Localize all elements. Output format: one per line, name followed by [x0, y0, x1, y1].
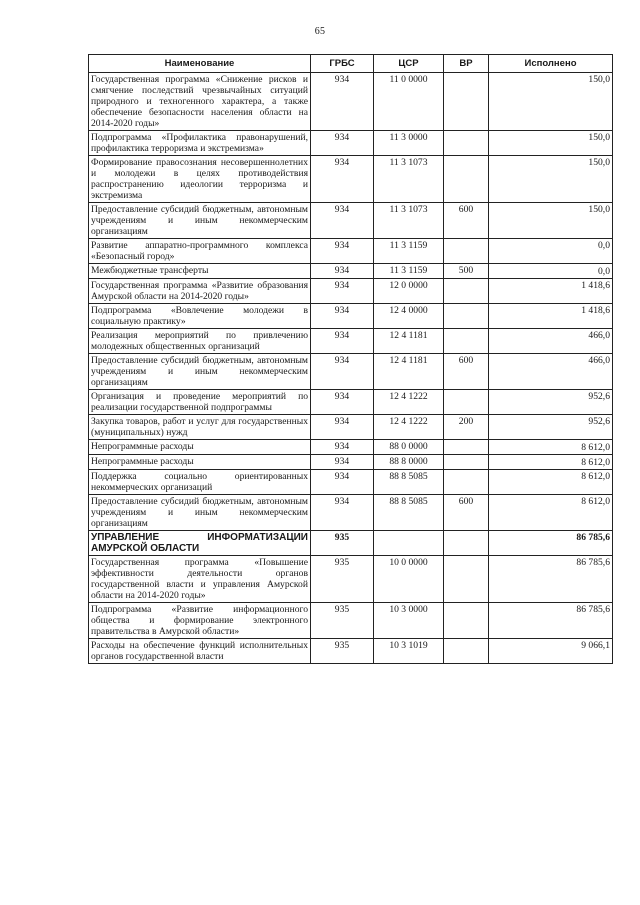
cell-vr	[444, 440, 489, 455]
cell-csr: 12 4 1222	[374, 415, 444, 440]
cell-executed: 466,0	[489, 354, 613, 390]
table-row	[89, 329, 613, 354]
header-name: Наименование	[89, 55, 311, 73]
cell-grbs: 934	[311, 73, 374, 131]
cell-name: Непрограммные расходы	[89, 440, 311, 455]
cell-name: Формирование правосознания несовершеннолетних и молодежи в целях противодействия распространению идеологии терроризма и экстремизма	[89, 156, 311, 203]
table-row	[89, 264, 613, 279]
cell-name: Закупка товаров, работ и услуг для государственных (муниципальных) нужд	[89, 415, 311, 440]
table-header-row	[89, 55, 613, 73]
table-row	[89, 131, 613, 156]
cell-executed: 9 066,1	[489, 639, 613, 664]
cell-executed: 952,6	[489, 390, 613, 415]
cell-executed: 8 612,0	[489, 495, 613, 531]
table-row	[89, 415, 613, 440]
cell-csr: 11 3 1159	[374, 239, 444, 264]
cell-csr: 12 4 1181	[374, 354, 444, 390]
cell-executed: 1 418,6	[489, 279, 613, 304]
cell-csr: 10 3 1019	[374, 639, 444, 664]
table-row	[89, 203, 613, 239]
cell-vr	[444, 556, 489, 603]
table-row	[89, 279, 613, 304]
cell-grbs: 934	[311, 239, 374, 264]
cell-grbs: 934	[311, 354, 374, 390]
cell-csr	[374, 531, 444, 556]
cell-executed: 0,0	[489, 264, 613, 279]
cell-vr	[444, 279, 489, 304]
header-vr: ВР	[444, 55, 489, 73]
cell-executed: 150,0	[489, 156, 613, 203]
table-row	[89, 531, 613, 556]
cell-grbs: 935	[311, 556, 374, 603]
cell-csr: 10 0 0000	[374, 556, 444, 603]
cell-grbs: 934	[311, 329, 374, 354]
table-row	[89, 455, 613, 470]
cell-name: Организация и проведение мероприятий по реализации государственной подпрограммы	[89, 390, 311, 415]
cell-csr: 11 3 0000	[374, 131, 444, 156]
cell-grbs: 935	[311, 639, 374, 664]
cell-executed: 0,0	[489, 239, 613, 264]
cell-vr	[444, 131, 489, 156]
table-row	[89, 73, 613, 131]
cell-name: Государственная программа «Развитие образования Амурской области на 2014-2020 годы»	[89, 279, 311, 304]
cell-name: УПРАВЛЕНИЕ ИНФОРМАТИЗАЦИИ АМУРСКОЙ ОБЛАСТИ	[89, 531, 311, 556]
cell-executed: 466,0	[489, 329, 613, 354]
cell-csr: 10 3 0000	[374, 603, 444, 639]
cell-name: Предоставление субсидий бюджетным, автономным учреждениям и иным некоммерческим организациям	[89, 354, 311, 390]
cell-name: Реализация мероприятий по привлечению молодежных общественных организаций	[89, 329, 311, 354]
cell-executed: 8 612,0	[489, 470, 613, 495]
cell-vr	[444, 329, 489, 354]
cell-csr: 12 4 1222	[374, 390, 444, 415]
cell-vr: 600	[444, 203, 489, 239]
cell-grbs: 934	[311, 415, 374, 440]
cell-vr: 600	[444, 495, 489, 531]
cell-csr: 88 8 5085	[374, 470, 444, 495]
cell-csr: 11 3 1073	[374, 156, 444, 203]
cell-grbs: 934	[311, 470, 374, 495]
cell-csr: 88 8 5085	[374, 495, 444, 531]
cell-csr: 11 0 0000	[374, 73, 444, 131]
table-row	[89, 304, 613, 329]
table-row	[89, 470, 613, 495]
cell-executed: 1 418,6	[489, 304, 613, 329]
cell-executed: 86 785,6	[489, 603, 613, 639]
cell-vr	[444, 470, 489, 495]
cell-grbs: 934	[311, 455, 374, 470]
cell-grbs: 934	[311, 203, 374, 239]
table-body	[89, 73, 613, 664]
table-row	[89, 156, 613, 203]
cell-csr: 88 0 0000	[374, 440, 444, 455]
cell-grbs: 934	[311, 390, 374, 415]
cell-grbs: 935	[311, 531, 374, 556]
cell-vr	[444, 603, 489, 639]
cell-grbs: 935	[311, 603, 374, 639]
cell-executed: 150,0	[489, 203, 613, 239]
cell-name: Расходы на обеспечение функций исполнительных органов государственной власти	[89, 639, 311, 664]
cell-csr: 11 3 1073	[374, 203, 444, 239]
cell-executed: 86 785,6	[489, 556, 613, 603]
table-row	[89, 556, 613, 603]
cell-executed: 150,0	[489, 73, 613, 131]
cell-grbs: 934	[311, 495, 374, 531]
cell-vr	[444, 239, 489, 264]
cell-csr: 88 8 0000	[374, 455, 444, 470]
cell-csr: 12 4 1181	[374, 329, 444, 354]
cell-name: Предоставление субсидий бюджетным, автономным учреждениям и иным некоммерческим организациям	[89, 203, 311, 239]
table-row	[89, 603, 613, 639]
cell-grbs: 934	[311, 440, 374, 455]
cell-name: Развитие аппаратно-программного комплекса «Безопасный город»	[89, 239, 311, 264]
table-row	[89, 354, 613, 390]
table-row	[89, 390, 613, 415]
cell-grbs: 934	[311, 304, 374, 329]
table-row	[89, 639, 613, 664]
cell-grbs: 934	[311, 279, 374, 304]
cell-vr	[444, 304, 489, 329]
cell-vr	[444, 156, 489, 203]
cell-vr	[444, 639, 489, 664]
cell-grbs: 934	[311, 264, 374, 279]
cell-csr: 11 3 1159	[374, 264, 444, 279]
cell-csr: 12 4 0000	[374, 304, 444, 329]
cell-vr: 200	[444, 415, 489, 440]
cell-name: Межбюджетные трансферты	[89, 264, 311, 279]
header-csr: ЦСР	[374, 55, 444, 73]
cell-name: Поддержка социально ориентированных некоммерческих организаций	[89, 470, 311, 495]
cell-grbs: 934	[311, 156, 374, 203]
cell-executed: 150,0	[489, 131, 613, 156]
header-executed: Исполнено	[489, 55, 613, 73]
cell-name: Подпрограмма «Развитие информационного общества и формирование электронного правительства в Амурской области»	[89, 603, 311, 639]
header-grbs: ГРБС	[311, 55, 374, 73]
cell-vr	[444, 531, 489, 556]
cell-executed: 8 612,0	[489, 455, 613, 470]
cell-grbs: 934	[311, 131, 374, 156]
cell-name: Предоставление субсидий бюджетным, автономным учреждениям и иным некоммерческим организациям	[89, 495, 311, 531]
cell-name: Государственная программа «Снижение рисков и смягчение последствий чрезвычайных ситуаций природного и техногенного характера, а также обеспечение безопасности населения области на 2014-2020 годы»	[89, 73, 311, 131]
table-row	[89, 495, 613, 531]
budget-execution-table	[88, 54, 613, 664]
cell-executed: 86 785,6	[489, 531, 613, 556]
cell-vr: 600	[444, 354, 489, 390]
cell-vr	[444, 390, 489, 415]
cell-vr	[444, 455, 489, 470]
cell-vr: 500	[444, 264, 489, 279]
cell-name: Подпрограмма «Профилактика правонарушений, профилактика терроризма и экстремизма»	[89, 131, 311, 156]
cell-name: Государственная программа «Повышение эффективности деятельности органов государственной власти и управления Амурской области на 2014-2020 годы»	[89, 556, 311, 603]
cell-executed: 8 612,0	[489, 440, 613, 455]
cell-executed: 952,6	[489, 415, 613, 440]
page-number: 65	[314, 26, 326, 37]
table-row	[89, 440, 613, 455]
cell-name: Подпрограмма «Вовлечение молодежи в социальную практику»	[89, 304, 311, 329]
cell-csr: 12 0 0000	[374, 279, 444, 304]
table-row	[89, 239, 613, 264]
cell-vr	[444, 73, 489, 131]
cell-name: Непрограммные расходы	[89, 455, 311, 470]
